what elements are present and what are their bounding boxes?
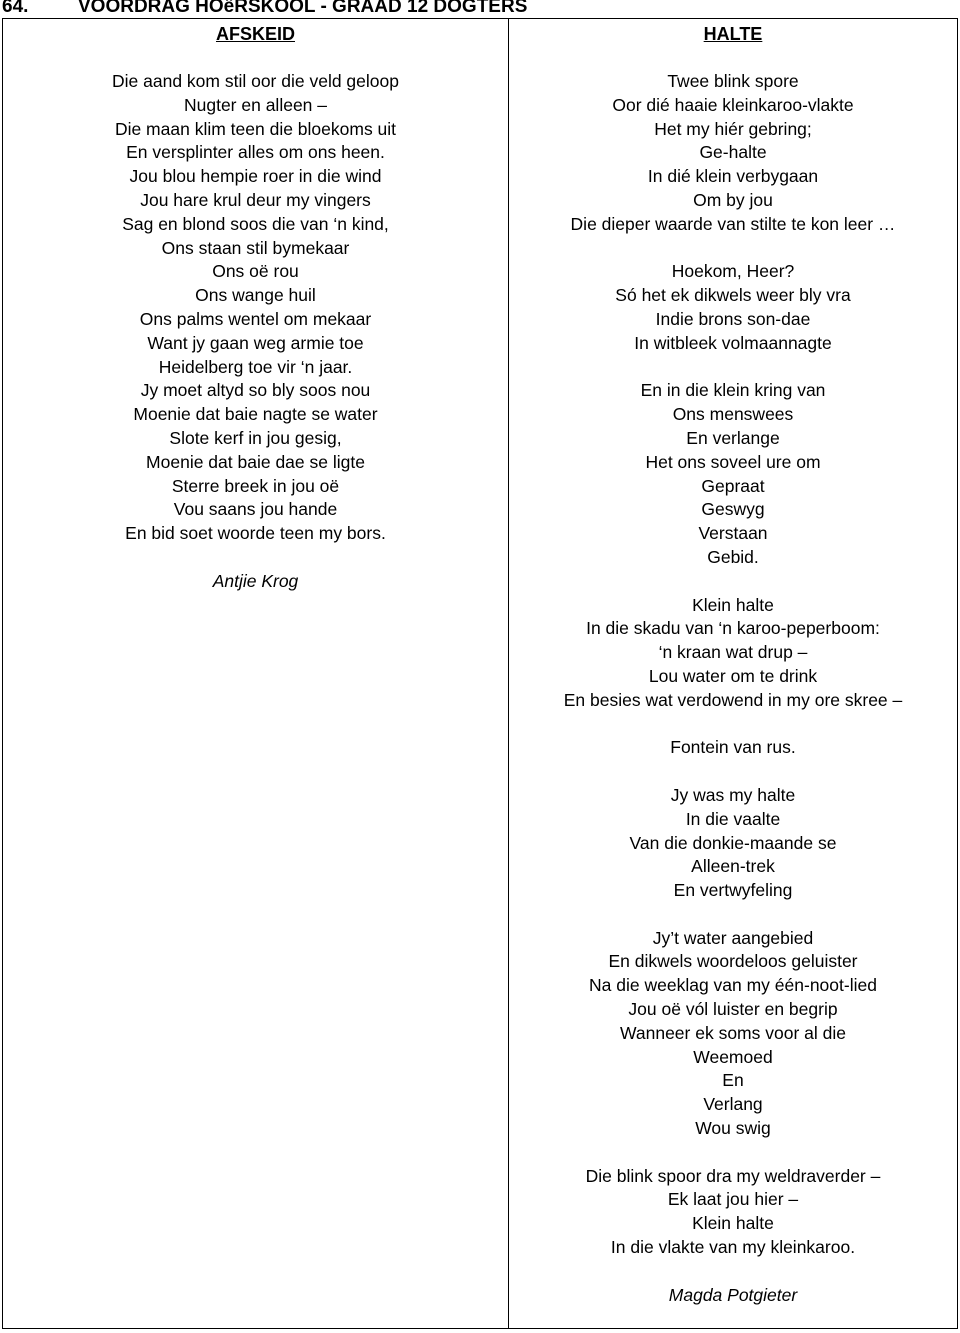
- right-poem-column: [509, 19, 957, 1307]
- poem-line: Ons staan stil bymekaar: [161, 237, 350, 258]
- poem-line: Ek laat jou hier –: [667, 1189, 799, 1210]
- poem-line: Het ons soveel ure om: [645, 451, 821, 472]
- left-poem-author: Antjie Krog: [212, 570, 299, 591]
- poem-line: Heidelberg toe vir ‘n jaar.: [158, 356, 353, 377]
- right-poem-lines: [509, 70, 957, 1307]
- poem-line: Indie brons son-dae: [655, 308, 811, 329]
- poem-line: In die vaalte: [685, 808, 781, 829]
- poem-line: Het my hiér gebring;: [654, 118, 812, 139]
- poem-line: Jou oë vól luister en begrip: [628, 999, 838, 1020]
- poem-line: Jy moet altyd so bly soos nou: [140, 380, 371, 401]
- poem-line: Moenie dat baie dae se ligte: [146, 451, 365, 472]
- poem-line: Om by jou: [693, 189, 773, 210]
- left-poem-column: [3, 19, 508, 594]
- poem-line: En vertwyfeling: [673, 880, 793, 901]
- poem-line: Die dieper waarde van stilte te kon leer …: [570, 213, 896, 234]
- poem-line: Moenie dat baie nagte se water: [133, 404, 378, 425]
- poem-line: Klein halte: [692, 1213, 774, 1234]
- stanza-break: [3, 546, 508, 570]
- poem-line: Ons menswees: [672, 404, 794, 425]
- poem-line: Wanneer ek soms voor al die: [620, 1022, 846, 1043]
- poem-line: Ons wange huil: [195, 285, 316, 306]
- poem-table: [2, 18, 958, 1329]
- poem-line: Twee blink spore: [667, 71, 799, 91]
- poem-line: Van die donkie-maande se: [629, 832, 837, 853]
- poem-line: ‘n kraan wat drup –: [658, 642, 808, 663]
- poem-line: Die maan klim teen die bloekoms uit: [114, 118, 397, 139]
- poem-line: Jy’t water aangebied: [652, 927, 814, 948]
- poem-line: Ge-halte: [699, 142, 767, 163]
- poem-line: En versplinter alles om ons heen.: [126, 142, 385, 163]
- poem-line: Want jy gaan weg armie toe: [147, 332, 364, 353]
- poem-line: Die blink spoor dra my weldraverder –: [585, 1165, 881, 1186]
- poem-line: En in die klein kring van: [640, 380, 826, 401]
- poem-line: In dié klein verbygaan: [647, 166, 819, 187]
- stanza-break: [509, 237, 957, 261]
- poem-line: In die skadu van ‘n karoo-peperboom:: [586, 618, 880, 639]
- poem-line: Hoekom, Heer?: [671, 261, 795, 282]
- poem-line: Oor dié haaie kleinkaroo-vlakte: [612, 94, 854, 115]
- stanza-break: [509, 356, 957, 380]
- poem-line: In die vlakte van my kleinkaroo.: [610, 1237, 856, 1258]
- right-poem-author: Magda Potgieter: [668, 1284, 798, 1305]
- poem-line: Slote kerf in jou gesig,: [169, 427, 342, 448]
- poem-line: Verstaan: [698, 523, 768, 544]
- poem-line: Alleen-trek: [691, 856, 775, 877]
- stanza-break: [509, 1260, 957, 1284]
- poem-line: Gepraat: [701, 475, 765, 496]
- poem-line: Jou hare krul deur my vingers: [140, 189, 371, 210]
- poem-line: Weemoed: [693, 1046, 773, 1067]
- item-number: 64.: [2, 0, 29, 17]
- stanza-break: [509, 1141, 957, 1165]
- poem-line: Ons oë rou: [212, 261, 299, 282]
- document-heading: [0, 0, 960, 18]
- poem-line: Fontein van rus.: [670, 737, 796, 758]
- poem-line: Klein halte: [692, 594, 774, 615]
- poem-line: En verlange: [686, 427, 780, 448]
- poem-line: Vou saans jou hande: [173, 499, 338, 520]
- poem-line: Ons palms wentel om mekaar: [139, 308, 372, 329]
- stanza-break: [509, 903, 957, 927]
- poem-line: Sterre breek in jou oë: [171, 475, 340, 496]
- poem-line: Jou blou hempie roer in die wind: [129, 166, 382, 187]
- poem-line: Sag en blond soos die van ‘n kind,: [122, 213, 389, 234]
- left-poem-title: AFSKEID: [215, 24, 295, 44]
- poem-line: En dikwels woordeloos geluister: [608, 951, 858, 972]
- poem-line: Lou water om te drink: [648, 665, 818, 686]
- poem-line: Die aand kom stil oor die veld geloop: [112, 71, 399, 91]
- poem-line: Jy was my halte: [670, 784, 796, 805]
- poem-line: En bid soet woorde teen my bors.: [125, 523, 386, 544]
- poem-line: En besies wat verdowend in my ore skree –: [563, 689, 903, 710]
- stanza-break: [509, 713, 957, 737]
- poem-line: En: [722, 1070, 744, 1091]
- poem-line: Só het ek dikwels weer bly vra: [615, 285, 851, 306]
- poem-line: Gebid.: [707, 546, 759, 567]
- stanza-break: [509, 570, 957, 594]
- right-poem-title: HALTE: [703, 24, 763, 44]
- document-title: VOORDRAG HOëRSKOOL - GRAAD 12 DOGTERS: [78, 0, 528, 17]
- poem-line: Wou swig: [695, 1118, 771, 1139]
- poem-line: In witbleek volmaannagte: [634, 332, 832, 353]
- poem-line: Nugter en alleen –: [183, 94, 328, 115]
- poem-line: Geswyg: [701, 499, 765, 520]
- poem-line: Na die weeklag van my één-noot-lied: [589, 975, 877, 996]
- left-poem-lines: [3, 70, 508, 594]
- poem-line: Verlang: [703, 1094, 763, 1115]
- stanza-break: [509, 760, 957, 784]
